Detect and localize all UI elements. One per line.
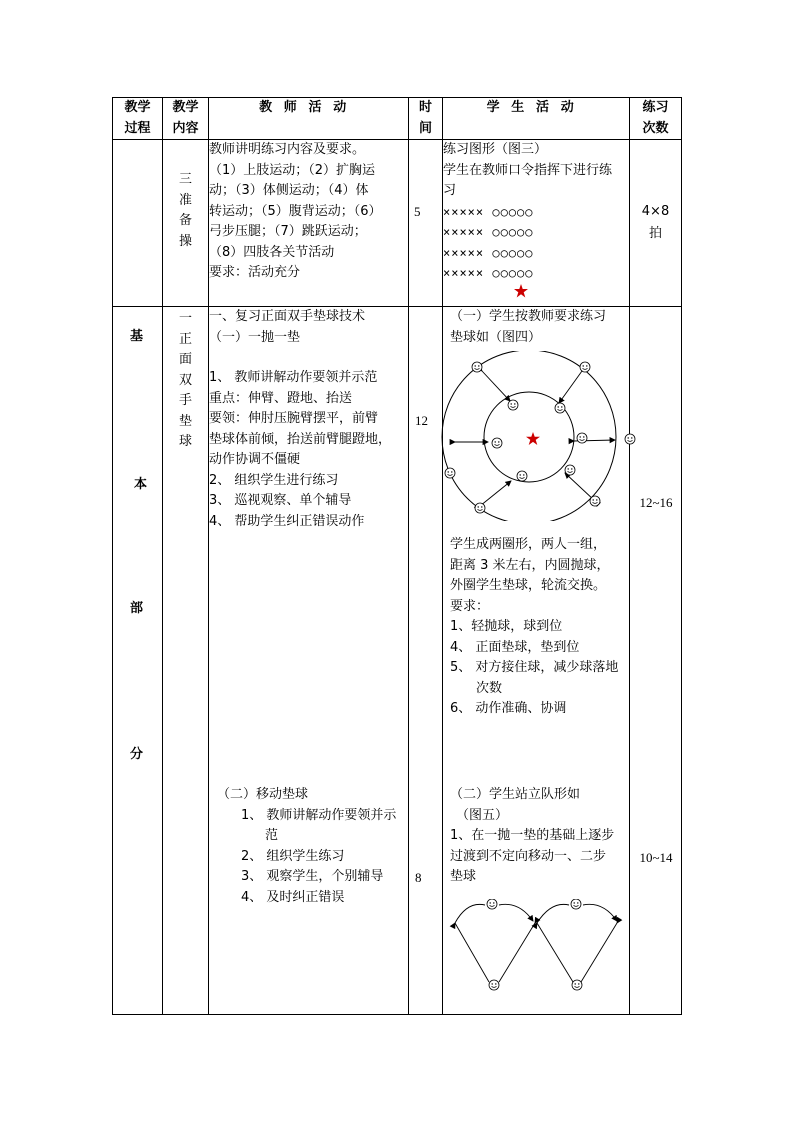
spacer xyxy=(209,348,408,368)
student-warmup xyxy=(443,140,630,307)
header-reps: 练习 次数 xyxy=(630,98,682,140)
text-line: 过渡到不定向移动一、二步 xyxy=(450,848,607,864)
lesson-plan-table xyxy=(112,97,682,1015)
text-line: 动作协调不僵硬 xyxy=(209,452,301,467)
text-line: 6、 动作准确、协调 xyxy=(450,701,567,716)
text-line: 1、 教师讲解动作要领并示范 xyxy=(209,370,378,385)
header-time: 时 间 xyxy=(409,98,443,140)
reps-warmup: 4×8 拍 xyxy=(630,140,682,307)
text-line: 次数 xyxy=(476,680,503,696)
teacher-star-icon xyxy=(526,432,540,445)
text-line: 要求： xyxy=(450,598,490,614)
text-line: 距离 3 米左右，内圆抛球， xyxy=(450,557,610,573)
text-line: 重点：伸臂、蹬地、抬送 xyxy=(209,390,353,406)
text-line: 3、 观察学生，个别辅导 xyxy=(241,869,384,884)
content-main: 一 正 面 双 手 垫 球 xyxy=(163,307,209,1015)
text-line: 弓步压腿；（7）跳跃运动； xyxy=(209,224,367,239)
text-line: 4、 及时纠正错误 xyxy=(241,889,345,905)
text-line: （图五） xyxy=(456,807,509,823)
text-line: 垫球体前倾，抬送前臂腿蹬地， xyxy=(209,431,392,447)
student-main xyxy=(443,307,630,1015)
text-line: 学生在教师口令指挥下进行练 xyxy=(443,162,613,178)
text-line: 1、 教师讲解动作要领并示范 xyxy=(241,807,397,843)
student-mid-text xyxy=(450,535,630,720)
text-line: （一）一抛一垫 xyxy=(209,329,301,345)
moving-pass-block xyxy=(217,785,407,908)
text-line: 4、 正面垫球，垫到位 xyxy=(450,639,580,655)
text-line: （二）移动垫球 xyxy=(217,787,309,802)
text-line: （8）四肢各关节活动 xyxy=(209,244,335,260)
text-line: 垫球 xyxy=(450,869,477,884)
row-warmup xyxy=(113,140,682,307)
text-line: 4、 帮助学生纠正错误动作 xyxy=(209,513,365,529)
text-line: 外圈学生垫球，轮流交换。 xyxy=(450,578,607,593)
row-main xyxy=(113,307,682,1015)
circle-formation-diagram xyxy=(437,351,637,521)
formation-row: ××××× ○○○○○ xyxy=(443,204,534,219)
text-line: 3、 巡视观察、单个辅导 xyxy=(209,493,352,508)
formation-row: ××××× ○○○○○ xyxy=(443,245,534,260)
student-top-text xyxy=(450,307,630,348)
process-cell-empty xyxy=(113,140,163,307)
header-teacher-activity: 教师活动 xyxy=(209,98,409,140)
process-main: 基 本 部 分 xyxy=(113,307,163,1015)
formation-row: ××××× ○○○○○ xyxy=(443,266,534,280)
text-line: 垫球如（图四） xyxy=(450,329,542,345)
header-content: 教学 内容 xyxy=(163,98,209,140)
text-line: 1、轻抛球，球到位 xyxy=(450,619,563,634)
text-line: 要求：活动充分 xyxy=(209,265,301,280)
student-bottom-text xyxy=(450,785,630,888)
text-line: （一）学生按教师要求练习 xyxy=(450,309,607,324)
text-line: 2、 组织学生进行练习 xyxy=(209,472,339,488)
time-main: 12 8 xyxy=(409,307,443,1015)
moving-pass-diagram xyxy=(447,899,627,999)
text-line: 2、 组织学生练习 xyxy=(241,848,345,864)
text-line: 5、 对方接住球，减少球落地 xyxy=(450,660,619,675)
header-student-activity: 学生活动 xyxy=(443,98,630,140)
time-warmup: 5 xyxy=(409,140,443,307)
text-line: 教师讲明练习内容及要求。 xyxy=(209,142,366,157)
text-line: 1、在一抛一垫的基础上逐步 xyxy=(450,828,615,843)
header-row xyxy=(113,98,682,140)
teacher-star-icon xyxy=(443,284,629,300)
teacher-warmup xyxy=(209,140,409,307)
teacher-main xyxy=(209,307,409,1015)
text-line: 要领：伸肘压腕臂摆平，前臂 xyxy=(209,411,379,426)
header-process: 教学 过程 xyxy=(113,98,163,140)
diagram-title: 练习图形（图三） xyxy=(443,142,548,157)
text-line: 习 xyxy=(443,183,457,198)
text-line: 学生成两圈形，两人一组， xyxy=(450,537,607,552)
text-line: 动；（3）体侧运动；（4）体 xyxy=(209,183,369,198)
content-warmup: 三 准 备 操 xyxy=(163,140,209,307)
reps-main: 12~16 10~14 xyxy=(630,307,682,1015)
text-line: 转运动；（5）腹背运动；（6） xyxy=(209,203,382,219)
formation-row: ××××× ○○○○○ xyxy=(443,225,534,239)
text-line: （1）上肢运动；（2）扩胸运 xyxy=(209,162,376,178)
text-line: （二）学生站立队形如 xyxy=(450,787,581,802)
text-line: 一、复习正面双手垫球技术 xyxy=(209,309,366,324)
